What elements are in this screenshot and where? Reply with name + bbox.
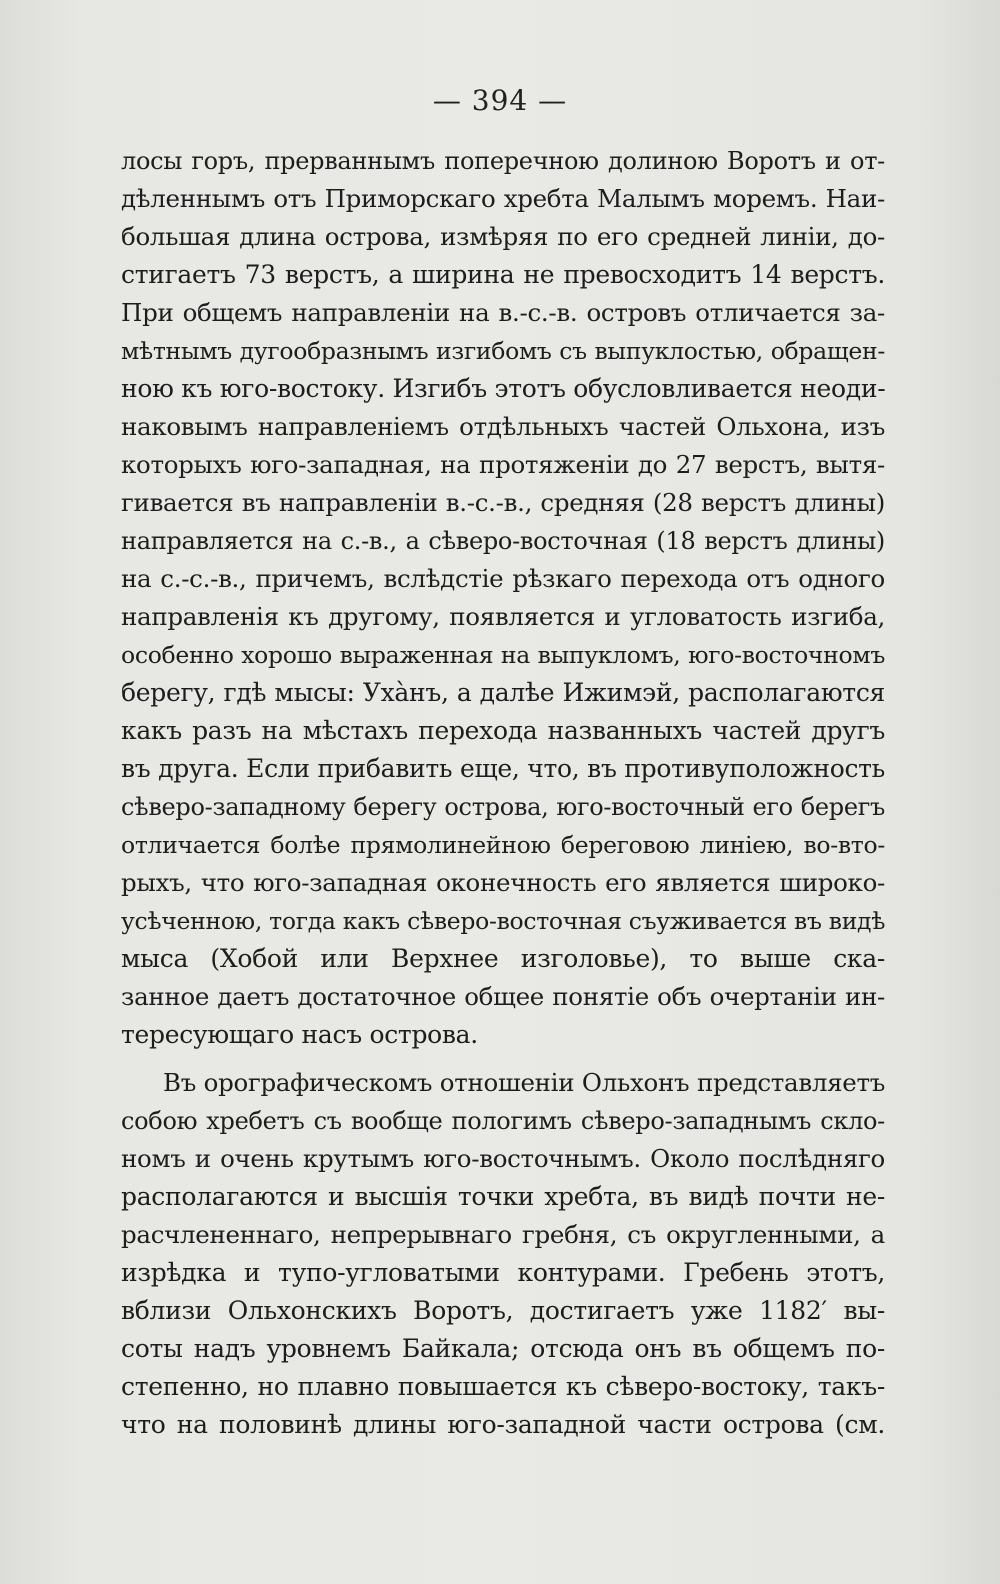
text-line: При общемъ направленіи на в.-с.-в. островъ отличается за- xyxy=(121,298,885,327)
text-line: соты надъ уровнемъ Байкала; отсюда онъ въ общемъ по- xyxy=(121,1334,885,1363)
text-line: гивается въ направленіи в.-с.-в., средняя (28 верстъ длины) xyxy=(121,488,885,517)
text-line: на с.-с.-в., причемъ, вслѣдстіе рѣзкаго перехода отъ одного xyxy=(121,564,885,593)
text-line: направляется на с.-в., а сѣверо-восточная (18 верстъ длины) xyxy=(121,527,885,555)
text-line: собою хребетъ съ вообще пологимъ сѣверо-западнымъ скло- xyxy=(121,1107,885,1135)
text-line: въ друга. Если прибавить еще, что, въ противуположность xyxy=(121,754,885,783)
text-line: степенно, но плавно повышается къ сѣверо-востоку, такъ- xyxy=(121,1372,885,1401)
text-line: расчлененнаго, непрерывнаго гребня, съ округленными, а xyxy=(121,1220,885,1249)
text-line: наковымъ направленіемъ отдѣльныхъ частей Ольхона, изъ xyxy=(121,412,885,441)
text-line: что на половинѣ длины юго-западной части острова (см. xyxy=(121,1410,885,1439)
body-text xyxy=(121,142,885,1444)
text-line: берегу, гдѣ мысы: Ухàнъ, а далѣе Ижимэй, располагаются xyxy=(121,678,885,707)
text-line: номъ и очень крутымъ юго-восточнымъ. Около послѣдняго xyxy=(121,1144,885,1173)
text-line: направленія къ другому, появляется и угловатость изгиба, xyxy=(121,602,885,631)
text-line: занное даетъ достаточное общее понятіе объ очертаніи ин- xyxy=(121,982,885,1011)
text-line: отличается болѣе прямолинейною береговою линіею, во-вто- xyxy=(121,831,885,859)
text-line: вблизи Ольхонскихъ Воротъ, достигаетъ уже 1182′ вы- xyxy=(121,1296,885,1325)
text-line: которыхъ юго-западная, на протяженіи до 27 верстъ, вытя- xyxy=(121,450,885,479)
page-number: — 394 — xyxy=(432,84,568,117)
paragraph xyxy=(121,1064,885,1444)
text-line: ною къ юго-востоку. Изгибъ этотъ обусловливается неоди- xyxy=(121,374,886,403)
text-line: мыса (Хобой или Верхнее изголовье), то выше ска- xyxy=(121,944,885,973)
text-line: дѣленнымъ отъ Приморскаго хребта Малымъ моремъ. Наи- xyxy=(121,184,885,213)
text-line: стигаетъ 73 верстъ, а ширина не превосходитъ 14 верстъ. xyxy=(121,260,885,289)
text-line: большая длина острова, измѣряя по его средней линіи, до- xyxy=(121,222,885,251)
text-line: мѣтнымъ дугообразнымъ изгибомъ съ выпуклостью, обращен- xyxy=(121,337,885,365)
text-line: изрѣдка и тупо-угловатыми контурами. Гребень этотъ, xyxy=(121,1258,885,1287)
text-line: особенно хорошо выраженная на выпукломъ, юго-восточномъ xyxy=(121,641,885,669)
text-line: усѣченною, тогда какъ сѣверо-восточная съуживается въ видѣ xyxy=(121,907,886,935)
text-line: рыхъ, что юго-западная оконечность его является широко- xyxy=(121,868,885,897)
paragraph xyxy=(121,142,885,1054)
text-line: располагаются и высшія точки хребта, въ видѣ почти не- xyxy=(121,1182,885,1211)
text-line: какъ разъ на мѣстахъ перехода названныхъ частей другъ xyxy=(121,716,885,745)
text-line: лосы горъ, прерваннымъ поперечною долиною Воротъ и от- xyxy=(121,147,885,175)
text-line: тересующаго насъ острова. xyxy=(121,1020,478,1049)
text-line: сѣверо-западному берегу острова, юго-восточный его берегъ xyxy=(121,793,885,821)
text-line: Въ орографическомъ отношеніи Ольхонъ представляетъ xyxy=(163,1068,885,1097)
